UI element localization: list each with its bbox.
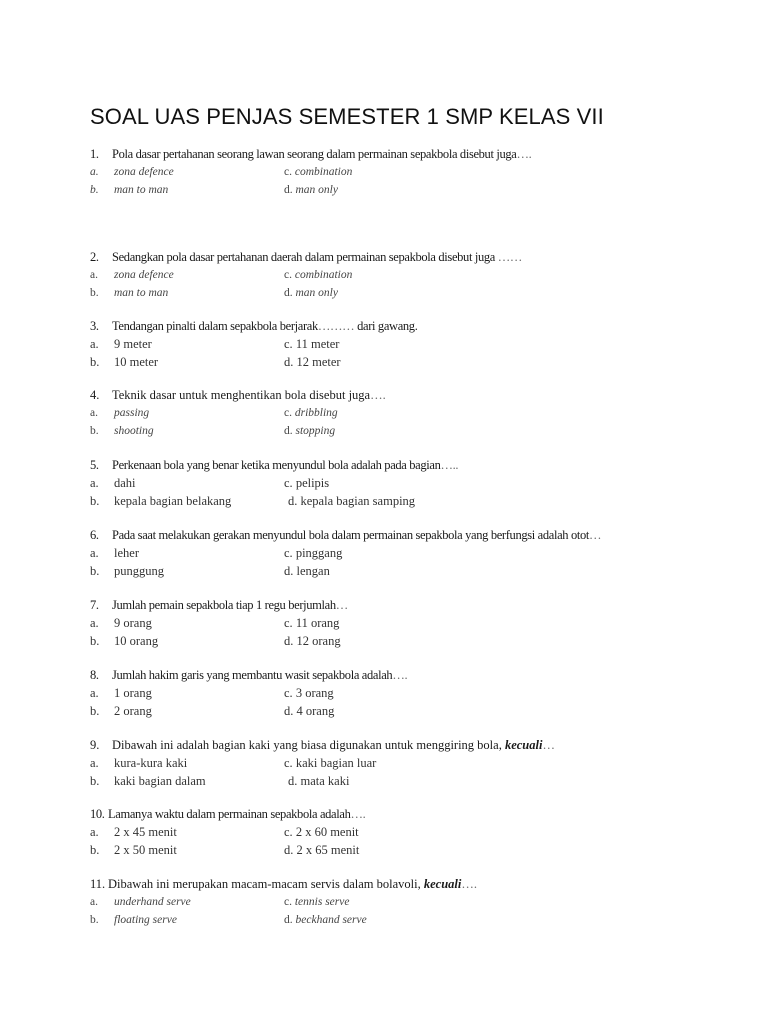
option-b[interactable]: b. 2 orang <box>90 704 152 718</box>
question-2: 2. Sedangkan pola dasar pertahanan daerah dalam permainan sepakbola disebut juga …… a. zona defence c. combination b. man to man d. man only <box>90 248 730 302</box>
option-d[interactable]: d. 2 x 65 menit <box>284 843 360 857</box>
option-a[interactable]: a. 9 orang <box>90 616 152 630</box>
option-b[interactable]: b. punggung <box>90 564 164 578</box>
option-c[interactable]: c. 2 x 60 menit <box>284 825 359 839</box>
question-text: Lamanya waktu dalam permainan sepakbola adalah <box>108 807 351 821</box>
option-d[interactable]: d. man only <box>284 184 338 196</box>
question-text: Sedangkan pola dasar pertahanan daerah dalam permainan sepakbola disebut juga <box>112 250 495 264</box>
option-a[interactable]: a. zona defence <box>90 166 174 178</box>
question-text: Tendangan pinalti dalam sepakbola berjarak <box>112 319 318 333</box>
option-a[interactable]: a. passing <box>90 407 150 419</box>
option-a[interactable]: a. 9 meter <box>90 337 152 351</box>
question-text: Jumlah hakim garis yang membantu wasit sepakbola adalah <box>112 668 393 682</box>
option-b[interactable]: b. 2 x 50 menit <box>90 843 177 857</box>
question-text: Pada saat melakukan gerakan menyundul bola dalam permainan sepakbola yang berfungsi adalah otot <box>112 528 589 542</box>
option-a[interactable]: a. dahi <box>90 476 136 490</box>
question-text: Dibawah ini adalah bagian kaki yang biasa digunakan untuk menggiring bola, <box>112 738 505 752</box>
question-text: Pola dasar pertahanan seorang lawan seorang dalam permainan sepakbola disebut juga <box>112 147 517 161</box>
question-1: 1. Pola dasar pertahanan seorang lawan seorang dalam permainan sepakbola disebut juga…. a. zona defence c. combination b. man to man d. man only <box>90 145 730 199</box>
option-b[interactable]: b. 10 meter <box>90 355 159 369</box>
option-b[interactable]: b. shooting <box>90 425 154 437</box>
option-b[interactable]: b. man to man <box>90 287 169 299</box>
option-a[interactable]: a. 1 orang <box>90 686 152 700</box>
question-number: 1. <box>90 147 99 161</box>
option-c[interactable]: c. 11 orang <box>284 616 340 630</box>
option-d[interactable]: d. man only <box>284 287 338 299</box>
option-b[interactable]: b. 10 orang <box>90 634 159 648</box>
question-9: 9. Dibawah ini adalah bagian kaki yang biasa digunakan untuk menggiring bola, kecuali… a. kura-kura kaki c. kaki bagian luar b. kaki bagian dalam d. mata kaki <box>90 738 555 788</box>
option-a[interactable]: a. leher <box>90 546 139 560</box>
option-d[interactable]: d. mata kaki <box>288 774 350 788</box>
option-d[interactable]: d. 12 meter <box>284 355 341 369</box>
option-a[interactable]: a. underhand serve <box>90 896 191 908</box>
option-d[interactable]: d. kepala bagian samping <box>288 494 416 508</box>
option-b[interactable]: b. floating serve <box>90 914 177 926</box>
emphasis-kecuali: kecuali <box>504 738 543 752</box>
question-11: 11. Dibawah ini merupakan macam-macam servis dalam bolavoli, kecuali…. a. underhand serve c. tennis serve b. floating serve d. beckhand serve <box>90 875 730 929</box>
question-10: 10. Lamanya waktu dalam permainan sepakbola adalah…. a. 2 x 45 menit c. 2 x 60 menit b. 2 x 50 menit d. 2 x 65 menit <box>90 807 366 857</box>
option-a[interactable]: a. kura-kura kaki <box>90 756 188 770</box>
question-3: 3. Tendangan pinalti dalam sepakbola berjarak……… dari gawang. a. 9 meter c. 11 meter b. 10 meter d. 12 meter <box>90 319 418 369</box>
option-b[interactable]: b. man to man <box>90 184 169 196</box>
option-b[interactable]: b. kaki bagian dalam <box>90 774 206 788</box>
question-text: Jumlah pemain sepakbola tiap 1 regu berjumlah <box>112 598 336 612</box>
option-c[interactable]: c. kaki bagian luar <box>284 756 377 770</box>
option-a[interactable]: a. zona defence <box>90 269 174 281</box>
question-8: 8. Jumlah hakim garis yang membantu wasit sepakbola adalah…. a. 1 orang c. 3 orang b. 2 orang d. 4 orang <box>90 668 408 718</box>
option-d[interactable]: d. beckhand serve <box>284 914 367 926</box>
option-d[interactable]: d. 4 orang <box>284 704 335 718</box>
option-c[interactable]: c. pinggang <box>284 546 343 560</box>
question-text: Dibawah ini merupakan macam-macam servis dalam bolavoli, <box>108 877 424 891</box>
option-c[interactable]: c. pelipis <box>284 476 330 490</box>
option-b[interactable]: b. kepala bagian belakang <box>90 494 232 508</box>
emphasis-kecuali: kecuali <box>423 877 462 891</box>
question-6: 6. Pada saat melakukan gerakan menyundul bola dalam permainan sepakbola yang berfungsi adalah otot… a. leher c. pinggang b. punggung d. lengan <box>90 528 602 578</box>
question-text: Teknik dasar untuk menghentikan bola disebut juga <box>112 388 371 402</box>
question-5: 5. Perkenaan bola yang benar ketika menyundul bola adalah pada bagian….. a. dahi c. pelipis b. kepala bagian belakang d. kepala bagian samping <box>90 458 459 508</box>
option-c[interactable]: c. dribbling <box>284 407 338 419</box>
option-c[interactable]: c. 3 orang <box>284 686 334 700</box>
option-c[interactable]: c. 11 meter <box>284 337 340 351</box>
question-text: Perkenaan bola yang benar ketika menyundul bola adalah pada bagian <box>112 458 441 472</box>
document-title: SOAL UAS PENJAS SEMESTER 1 SMP KELAS VII <box>90 104 604 129</box>
option-c[interactable]: c. combination <box>284 269 353 281</box>
option-d[interactable]: d. 12 orang <box>284 634 341 648</box>
question-4: 4. Teknik dasar untuk menghentikan bola disebut juga…. a. passing c. dribbling b. shooting d. stopping <box>90 386 730 440</box>
option-c[interactable]: c. tennis serve <box>284 896 350 908</box>
option-c[interactable]: c. combination <box>284 166 353 178</box>
question-7: 7. Jumlah pemain sepakbola tiap 1 regu berjumlah… a. 9 orang c. 11 orang b. 10 orang d. 12 orang <box>90 598 348 648</box>
option-d[interactable]: d. stopping <box>284 425 336 437</box>
option-d[interactable]: d. lengan <box>284 564 330 578</box>
option-a[interactable]: a. 2 x 45 menit <box>90 825 177 839</box>
